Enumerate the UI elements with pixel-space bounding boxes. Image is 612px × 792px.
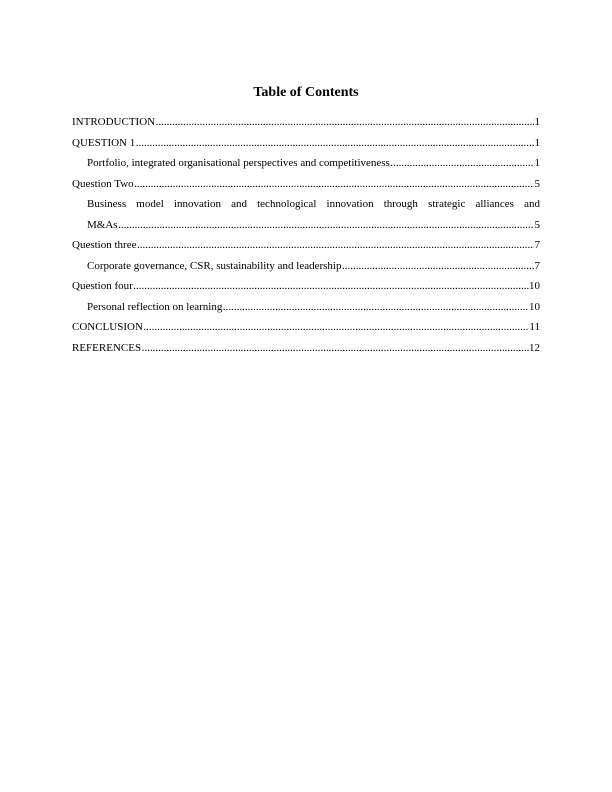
toc-entry-introduction[interactable] <box>72 112 540 133</box>
toc-entry-label: Portfolio, integrated organisational perspectives and competitiveness. <box>87 157 393 169</box>
dot-leader <box>156 112 534 133</box>
toc-page-number: 1 <box>534 136 540 149</box>
toc-page-number: 11 <box>529 321 540 333</box>
toc-entry-label-line1: Business model innovation and technological innovation through strategic alliances and <box>87 198 540 210</box>
dot-leader <box>342 256 534 277</box>
toc-entry-business-model-innovation[interactable] <box>72 194 540 235</box>
toc-page-number: 1 <box>534 116 540 128</box>
toc-page-number: 7 <box>534 239 540 251</box>
toc-entry-question-1[interactable] <box>72 133 540 154</box>
dot-leader <box>137 235 534 256</box>
toc-page-number: 5 <box>534 177 540 190</box>
table-of-contents <box>72 112 540 358</box>
toc-entry-label-line2: M&As <box>87 218 118 231</box>
toc-entry-conclusion[interactable] <box>72 317 540 338</box>
toc-entry-label: Corporate governance, CSR, sustainability and leadership <box>87 259 342 272</box>
dot-leader <box>136 133 534 154</box>
toc-entry-references[interactable] <box>72 338 540 359</box>
dot-leader <box>118 215 534 236</box>
toc-entry-label: QUESTION 1 <box>72 136 136 149</box>
toc-entry-label: Personal reflection on learning <box>87 300 223 313</box>
toc-entry-personal-reflection[interactable] <box>72 297 540 318</box>
toc-entry-label: CONCLUSION <box>72 321 143 333</box>
toc-page-number: 12 <box>529 341 540 354</box>
dot-leader <box>133 276 528 297</box>
dot-leader <box>143 317 529 338</box>
toc-entry-corporate-governance[interactable] <box>72 256 540 277</box>
toc-entry-label: INTRODUCTION <box>72 116 156 128</box>
toc-entry-question-four[interactable] <box>72 276 540 297</box>
toc-entry-label: REFERENCES <box>72 341 142 354</box>
toc-entry-label: Question Two <box>72 177 134 190</box>
toc-title: Table of Contents <box>253 85 359 100</box>
dot-leader <box>223 297 529 318</box>
toc-entry-label: Question three <box>72 239 137 251</box>
toc-page-number: 1 <box>534 157 540 169</box>
toc-page-number: 10 <box>529 300 540 313</box>
toc-entry-label: Question four <box>72 280 133 292</box>
toc-page-number: 10 <box>529 280 540 292</box>
dot-leader <box>142 338 529 359</box>
toc-entry-portfolio[interactable] <box>72 153 540 174</box>
toc-entry-question-two[interactable] <box>72 174 540 195</box>
toc-entry-question-three[interactable] <box>72 235 540 256</box>
dot-leader <box>393 153 534 174</box>
dot-leader <box>134 174 534 195</box>
toc-page-number: 7 <box>534 259 540 272</box>
toc-page-number: 5 <box>534 218 540 231</box>
